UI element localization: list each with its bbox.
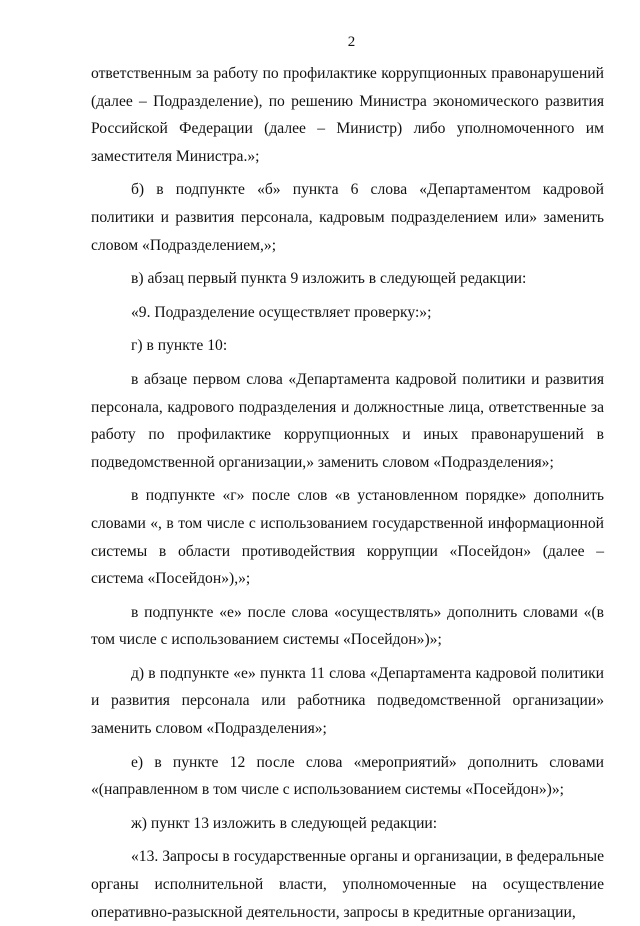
paragraph-quote-9: «9. Подразделение осуществляет проверку:»;: [131, 303, 432, 321]
paragraph-item-zh: ж) пункт 13 изложить в следующей редакции:: [131, 814, 438, 832]
page-number: 2: [347, 34, 356, 50]
paragraph-g-first-abzac: в абзаце первом слова «Департамента кадровой политики и развития персонала, кадрового подразделения и должностные лица, ответственные за работу по профилактике коррупционных и иных правонарушений в подведомственной организации,» заменить словом «Подразделения»;: [91, 370, 604, 471]
paragraph-item-d: д) в подпункте «е» пункта 11 слова «Департамента кадровой политики и развития персонала или работника подведомственной организации» заменить словом «Подразделения»;: [91, 664, 604, 738]
paragraph-g-subitem-g: в подпункте «г» после слов «в установленном порядке» дополнить словами «, в том числе с использованием государственной информационной системы в области противодействия коррупции «Посейдон» (далее – система «Посейдон»),»;: [91, 487, 604, 588]
paragraph-item-e: е) в пункте 12 после слова «мероприятий» дополнить словами «(направленном в том числе с использованием системы «Посейдон»)»;: [91, 753, 604, 799]
paragraph-item-g: г) в пункте 10:: [131, 337, 228, 355]
paragraph-quote-13: «13. Запросы в государственные органы и организации, в федеральные органы исполнительной власти, уполномоченные на осуществление оперативно-разыскной деятельности, запросы в кредитные организации,: [91, 848, 604, 921]
paragraph-item-v: в) абзац первый пункта 9 изложить в следующей редакции:: [131, 270, 527, 288]
paragraph-g-subitem-e: в подпункте «е» после слова «осуществлять» дополнить словами «(в том числе с использованием системы «Посейдон»)»;: [91, 603, 604, 649]
paragraph-continuation: ответственным за работу по профилактике коррупционных правонарушений (далее – Подразделение), по решению Министра экономического развития Российской Федерации (далее – Министр) либо уполномоченного им заместителя Министра.»;: [91, 65, 604, 165]
paragraph-item-b: б) в подпункте «б» пункта 6 слова «Департаментом кадровой политики и развития персонала, кадровым подразделением или» заменить словом «Подразделением,»;: [91, 181, 604, 254]
